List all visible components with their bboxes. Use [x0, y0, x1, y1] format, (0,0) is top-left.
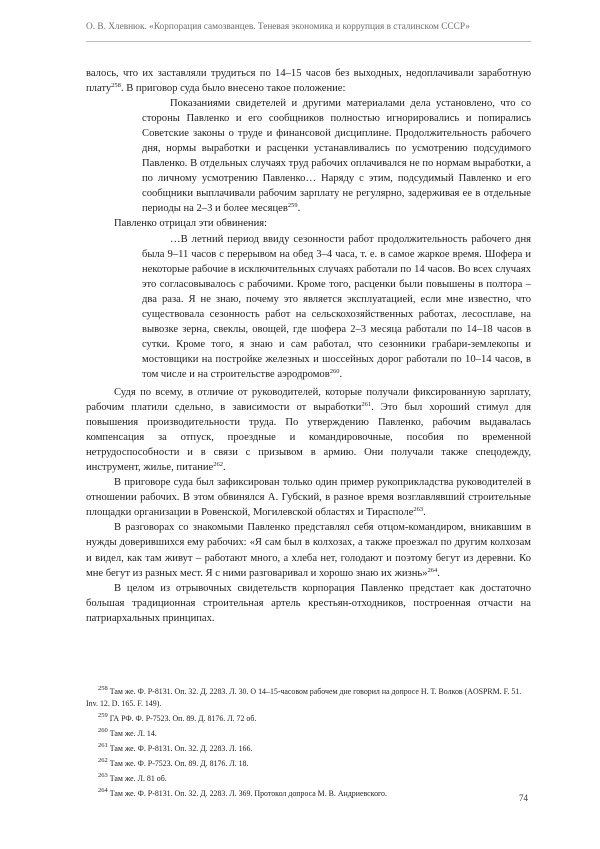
- footnote-ref[interactable]: 259: [287, 202, 298, 210]
- footnote-ref[interactable]: 264: [427, 566, 438, 574]
- paragraph-4: В приговоре суда был зафиксирован только один пример рукоприкладства руководителей в отношении рабочих. В этом обвинялся А. Губский, в разное время возглавлявший строительные площадки организации в Ровенской, Могилевской областях и Тирасполе$^{263}$.: [86, 477, 531, 519]
- footnote-ref[interactable]: 261: [361, 401, 372, 409]
- footnote-ref[interactable]: 263: [413, 506, 424, 514]
- footnote: $^{260}$ Там же. Л. 14.: [98, 726, 157, 738]
- footnotes: [86, 686, 531, 803]
- footnote: $^{262}$ Там же. Ф. Р-7523. Оп. 89. Д. 8176. Л. 18.: [98, 756, 249, 768]
- footnote: $^{259}$ ГА РФ. Ф. Р-7523. Оп. 89. Д. 8176. Л. 72 об.: [98, 711, 257, 723]
- main-text: [86, 66, 531, 626]
- footnote: $^{263}$ Там же. Л. 81 об.: [98, 771, 167, 783]
- paragraph-3: Судя по всему, в отличие от руководителей, которые получали фиксированную зарплату, рабочим платили сдельно, в зависимости от выработки$^{261}$. Это был хороший стимул для повышения производительности труда. По утверждению Павленко, рабочим выдавалась компенсация за отпуск, проездные и командировочные, пособия по временной нетрудоспособности и в связи с призывом в армию. Они получали также спецодежду, инструмент, жилье, питание$^{262}$.: [86, 386, 531, 474]
- block-quote-verdict: Показаниями свидетелей и другими материалами дела установлено, что со стороны Павленко и его сообщников полностью игнорировались и попирались Советские законы о труде и финансовой дисциплине. Продолжительность рабочего дня, нормы выработки и расценки устанавливались по усмотрению подсудимого Павленко. В отдельных случаях труд рабочих оплачивался не по нормам выработки, а по личному усмотрению Павленко… Наряду с этим, подсудимый Павленко и его сообщники выплачивали рабочим зарплату не регулярно, задерживая ее в отдельные периоды на 2–3 и более месяцев$^{259}$.: [142, 98, 531, 215]
- paragraph-1: валось, что их заставляли трудиться по 14–15 часов без выходных, недоплачивали заработную плату$^{258}$. В приговор суда было внесено такое положение:: [86, 68, 531, 95]
- footnote: $^{258}$ Там же. Ф. Р-8131. Оп. 32. Д. 2283. Л. 30. О 14–15-часовом рабочем дне говорил на допросе Н. Т. Волков (AOSPRM. F. 51. Inv. 12. D. 165. F. 149).: [86, 685, 522, 708]
- footnote-ref[interactable]: 260: [329, 367, 340, 375]
- paragraph-5: В разговорах со знакомыми Павленко представлял себя отцом-командиром, вникавшим в нужды доверившихся ему рабочих: «Я сам был в колхозах, а также проезжал по другим колхозам и видел, как там живут – работают много, а хлеба нет, голодают и поэтому бегут из деревни. Ко мне бегут из разных мест. Я с ними разговаривал и хорошо знаю их жизнь»$^{264}$.: [86, 522, 531, 579]
- footnote-ref[interactable]: 258: [111, 82, 121, 90]
- header-rule: [86, 41, 531, 42]
- footnote-ref[interactable]: 262: [213, 461, 224, 469]
- footnote: $^{264}$ Там же. Ф. Р-8131. Оп. 32. Д. 2283. Л. 369. Протокол допроса М. В. Андриевского.: [98, 787, 387, 799]
- footnote: $^{261}$ Там же. Ф. Р-8131. Оп. 32. Д. 2283. Л. 166.: [98, 741, 253, 753]
- running-header: О. В. Хлевнюк. «Корпорация самозванцев. Теневая экономика и коррупция в сталинском СССР»: [86, 22, 470, 32]
- paragraph-6: В целом из отрывочных свидетельств корпорация Павленко предстает как достаточно большая традиционная строительная артель крестьян-отходников, построенная отчасти на патриархальных принципах.: [86, 582, 531, 624]
- paragraph-2: Павленко отрицал эти обвинения:: [114, 218, 268, 230]
- page-number: 74: [519, 793, 528, 803]
- block-quote-pavlenko: …В летний период ввиду сезонности работ продолжительность рабочего дня была 9–11 часов с перерывом на обед 3–4 часа, т. е. в самое жаркое время. Шофера и некоторые рабочие в исключительных случаях работали по 14 часов. Во всех случаях это согласовывалось с рабочими. Кроме того, расценки были повышены в полтора – два раза. Я не знаю, почему это является эксплуатацией, если мне известно, что существовала сезонность работ на сельскохозяйственных работах, лесосплаве, на вывозке зерна, свеклы, овощей, где шофера 2–3 месяца работали по 14–18 часов в сутки. Кроме того, я знаю и сам работал, что сезонники грабари-землекопы и мостовщики на постройке железных и шоссейных дорог работали по 10–14 часов, в том числе и на строительстве аэродромов$^{260}$.: [142, 233, 531, 380]
